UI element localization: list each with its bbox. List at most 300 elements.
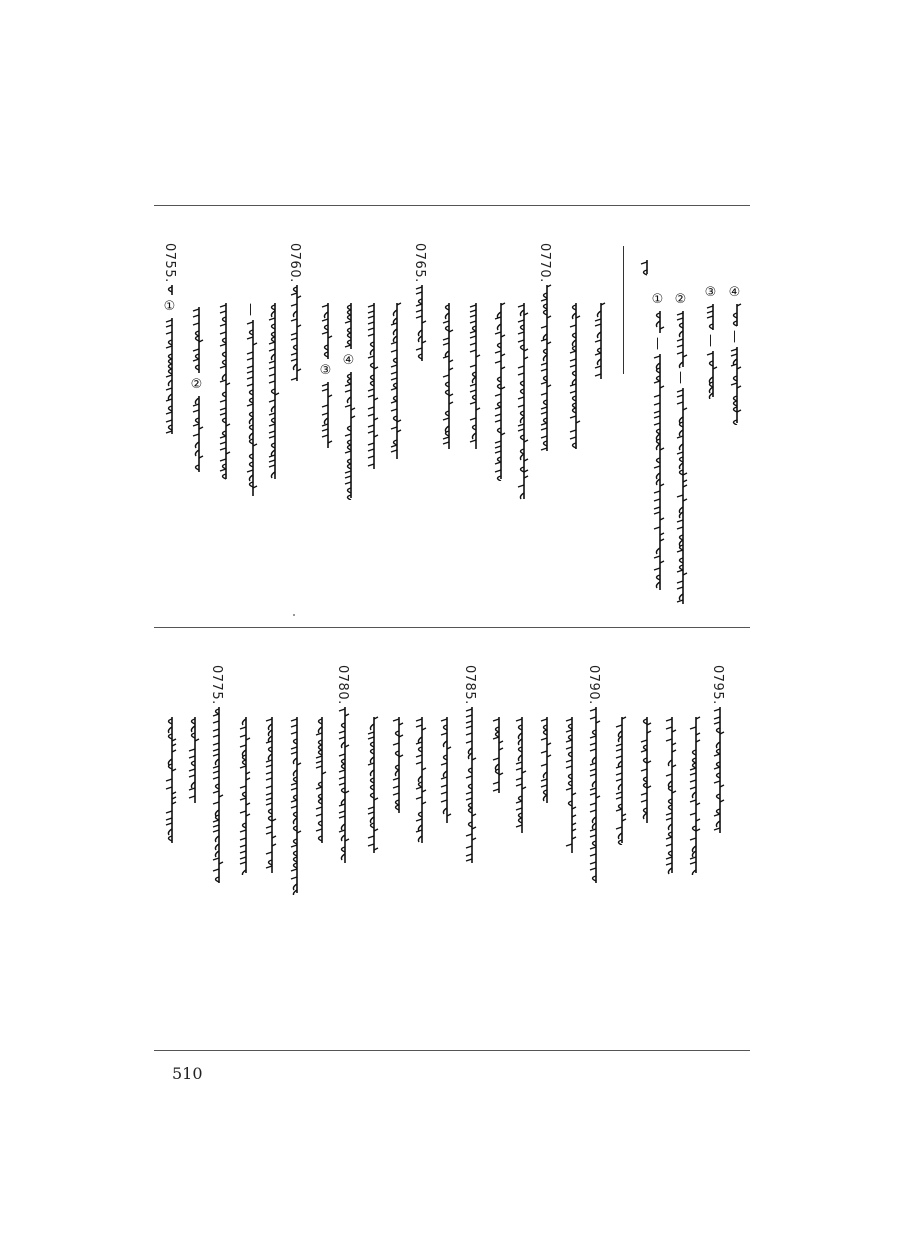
script-stroke bbox=[391, 372, 397, 374]
script-stroke bbox=[590, 854, 596, 856]
script-stroke bbox=[641, 769, 647, 771]
verse-column bbox=[491, 301, 513, 481]
script-stroke bbox=[677, 339, 683, 341]
script-stroke bbox=[441, 763, 447, 765]
script-stroke bbox=[654, 395, 660, 397]
verse-column bbox=[262, 715, 284, 875]
script-stroke bbox=[339, 804, 345, 806]
script-stroke bbox=[220, 413, 226, 415]
script-stroke bbox=[666, 844, 672, 846]
verse-column bbox=[412, 715, 434, 845]
script-stroke bbox=[443, 437, 449, 439]
script-stroke bbox=[707, 311, 713, 313]
script-stroke bbox=[391, 342, 397, 344]
script-stroke bbox=[443, 418, 449, 420]
script-glyphs bbox=[186, 715, 200, 805]
script-stroke bbox=[541, 369, 547, 371]
script-stroke bbox=[616, 744, 622, 746]
script-glyphs bbox=[592, 301, 606, 381]
script-glyphs bbox=[217, 301, 231, 481]
script-stroke bbox=[266, 832, 272, 834]
script-stroke bbox=[368, 449, 374, 451]
script-stroke bbox=[590, 847, 596, 849]
script-glyphs bbox=[538, 715, 552, 805]
script-stroke bbox=[213, 735, 219, 737]
middle-rule bbox=[154, 627, 750, 628]
mongolian-script-run bbox=[704, 302, 718, 332]
script-stroke bbox=[677, 527, 683, 529]
mongolian-script-run bbox=[613, 715, 627, 845]
script-stroke bbox=[213, 743, 219, 745]
script-glyphs bbox=[613, 715, 627, 845]
script-stroke bbox=[393, 743, 399, 745]
script-glyphs bbox=[388, 301, 402, 461]
script-stroke bbox=[368, 395, 374, 397]
mongolian-script-run bbox=[413, 715, 427, 845]
script-stroke bbox=[266, 803, 272, 805]
script-stroke bbox=[677, 313, 683, 315]
script-stroke bbox=[541, 393, 547, 395]
script-stroke bbox=[247, 337, 253, 339]
script-stroke bbox=[266, 765, 272, 767]
mongolian-script-run bbox=[563, 715, 577, 855]
circled-number: ② bbox=[189, 377, 204, 392]
verse-column bbox=[287, 243, 309, 383]
verse-column bbox=[162, 243, 184, 436]
verse-column bbox=[162, 715, 184, 845]
script-stroke bbox=[193, 309, 199, 311]
script-stroke bbox=[466, 798, 472, 800]
script-stroke bbox=[166, 346, 172, 348]
script-stroke bbox=[714, 717, 720, 719]
script-stroke bbox=[541, 339, 547, 341]
script-stroke bbox=[666, 837, 672, 839]
circled-number: ① bbox=[650, 292, 665, 307]
mongolian-script-run bbox=[390, 715, 404, 815]
script-stroke bbox=[291, 353, 297, 355]
script-stroke bbox=[470, 350, 476, 352]
script-stroke bbox=[470, 402, 476, 404]
script-stroke bbox=[266, 786, 272, 788]
line-number: 0755. bbox=[162, 243, 177, 283]
script-stroke bbox=[416, 287, 422, 289]
script-stroke bbox=[269, 460, 275, 462]
script-stroke bbox=[416, 719, 422, 721]
mongolian-script-run bbox=[163, 715, 177, 845]
script-stroke bbox=[316, 761, 322, 763]
script-stroke bbox=[590, 829, 596, 831]
script-stroke bbox=[654, 491, 660, 493]
script-stroke bbox=[590, 810, 596, 812]
script-stroke bbox=[291, 338, 297, 340]
script-stroke bbox=[291, 788, 297, 790]
script-stroke bbox=[616, 766, 622, 768]
script-glyphs bbox=[674, 386, 688, 606]
script-stroke bbox=[566, 747, 572, 749]
script-stroke bbox=[240, 851, 246, 853]
script-stroke bbox=[541, 738, 547, 740]
script-glyphs bbox=[190, 305, 204, 375]
script-stroke bbox=[654, 403, 660, 405]
script-stroke bbox=[240, 766, 246, 768]
script-stroke bbox=[193, 410, 199, 412]
script-stroke bbox=[393, 778, 399, 780]
script-stroke bbox=[166, 818, 172, 820]
script-stroke bbox=[493, 789, 499, 791]
script-stroke bbox=[339, 731, 345, 733]
verse-column bbox=[243, 301, 265, 498]
script-stroke bbox=[416, 725, 422, 727]
script-stroke bbox=[731, 383, 737, 385]
script-stroke bbox=[220, 408, 226, 410]
circled-number: ③ bbox=[318, 363, 333, 378]
script-stroke bbox=[220, 400, 226, 402]
script-glyphs bbox=[515, 301, 529, 501]
script-stroke bbox=[189, 756, 195, 758]
script-stroke bbox=[731, 354, 737, 356]
script-stroke bbox=[213, 729, 219, 731]
script-stroke bbox=[269, 374, 275, 376]
script-stroke bbox=[291, 806, 297, 808]
script-stroke bbox=[595, 340, 601, 342]
script-stroke bbox=[666, 863, 672, 865]
script-stroke bbox=[368, 431, 374, 433]
script-stroke bbox=[707, 306, 713, 308]
script-stroke bbox=[654, 527, 660, 529]
verse-column bbox=[562, 715, 584, 855]
script-stroke bbox=[213, 825, 219, 827]
script-stroke bbox=[518, 424, 524, 426]
script-stroke bbox=[466, 846, 472, 848]
script-glyphs bbox=[163, 715, 177, 845]
script-stroke bbox=[316, 787, 322, 789]
script-stroke bbox=[345, 434, 351, 436]
script-stroke bbox=[466, 726, 472, 728]
script-stroke bbox=[316, 829, 322, 831]
script-stroke bbox=[166, 412, 172, 414]
script-stroke bbox=[240, 745, 246, 747]
script-stroke bbox=[266, 741, 272, 743]
script-stroke bbox=[595, 324, 601, 326]
script-stroke bbox=[166, 375, 172, 377]
script-stroke bbox=[493, 758, 499, 760]
script-stroke bbox=[616, 725, 622, 727]
script-stroke bbox=[368, 456, 374, 458]
script-stroke bbox=[266, 866, 272, 868]
script-stroke bbox=[391, 401, 397, 403]
script-stroke bbox=[470, 315, 476, 317]
script-stroke bbox=[518, 320, 524, 322]
script-stroke bbox=[213, 820, 219, 822]
script-stroke bbox=[516, 808, 522, 810]
script-stroke bbox=[291, 800, 297, 802]
script-stroke bbox=[516, 778, 522, 780]
verse-column bbox=[412, 243, 434, 363]
script-stroke bbox=[368, 316, 374, 318]
verse-column bbox=[335, 665, 357, 865]
script-stroke bbox=[470, 440, 476, 442]
script-stroke bbox=[641, 793, 647, 795]
script-stroke bbox=[416, 292, 422, 294]
script-stroke bbox=[220, 459, 226, 461]
script-stroke bbox=[291, 869, 297, 871]
script-stroke bbox=[654, 416, 660, 418]
script-stroke bbox=[570, 351, 576, 353]
stray-dot bbox=[293, 614, 295, 616]
script-stroke bbox=[570, 325, 576, 327]
script-stroke bbox=[339, 811, 345, 813]
mongolian-script-run bbox=[163, 316, 177, 436]
verse-column bbox=[437, 715, 459, 825]
verse-column bbox=[514, 301, 536, 501]
script-stroke bbox=[339, 830, 345, 832]
script-stroke bbox=[441, 733, 447, 735]
script-stroke bbox=[690, 857, 696, 859]
script-stroke bbox=[220, 366, 226, 368]
script-stroke bbox=[666, 818, 672, 820]
mongolian-script-run bbox=[288, 715, 302, 895]
script-stroke bbox=[590, 769, 596, 771]
script-stroke bbox=[666, 813, 672, 815]
verse-column bbox=[591, 301, 613, 381]
script-glyphs bbox=[563, 715, 577, 855]
script-stroke bbox=[731, 349, 737, 351]
script-stroke bbox=[240, 727, 246, 729]
script-stroke bbox=[193, 404, 199, 406]
verse-column bbox=[566, 301, 588, 451]
script-stroke bbox=[193, 323, 199, 325]
verse-column bbox=[265, 301, 287, 481]
script-stroke bbox=[416, 755, 422, 757]
script-stroke bbox=[541, 299, 547, 301]
script-stroke bbox=[654, 568, 660, 570]
script-stroke bbox=[590, 743, 596, 745]
mongolian-script-run bbox=[538, 715, 552, 805]
script-stroke bbox=[247, 377, 253, 379]
script-glyphs bbox=[263, 715, 277, 875]
script-stroke bbox=[677, 587, 683, 589]
script-stroke bbox=[240, 838, 246, 840]
script-stroke bbox=[707, 353, 713, 355]
script-stroke bbox=[416, 787, 422, 789]
mongolian-script-run bbox=[674, 386, 688, 606]
mongolian-script-run bbox=[674, 309, 688, 369]
script-stroke bbox=[266, 760, 272, 762]
script-stroke bbox=[368, 311, 374, 313]
script-stroke bbox=[220, 324, 226, 326]
script-stroke bbox=[322, 384, 328, 386]
script-stroke bbox=[266, 852, 272, 854]
script-stroke bbox=[466, 709, 472, 711]
mongolian-script-run bbox=[319, 301, 333, 361]
script-stroke bbox=[590, 709, 596, 711]
script-stroke bbox=[339, 754, 345, 756]
script-stroke bbox=[466, 776, 472, 778]
script-stroke bbox=[690, 780, 696, 782]
script-stroke bbox=[441, 777, 447, 779]
script-stroke bbox=[220, 305, 226, 307]
script-stroke bbox=[570, 391, 576, 393]
script-stroke bbox=[677, 550, 683, 552]
mongolian-script-run bbox=[638, 715, 652, 825]
verse-column bbox=[364, 715, 386, 855]
script-stroke bbox=[240, 857, 246, 859]
script-stroke bbox=[240, 811, 246, 813]
script-stroke bbox=[368, 356, 374, 358]
script-glyphs bbox=[413, 715, 427, 845]
mongolian-script-run bbox=[440, 301, 454, 451]
script-glyphs bbox=[288, 283, 302, 383]
dash-mark: — bbox=[243, 303, 258, 316]
script-stroke bbox=[220, 448, 226, 450]
script-stroke bbox=[616, 779, 622, 781]
script-stroke bbox=[495, 441, 501, 443]
script-stroke bbox=[269, 400, 275, 402]
script-stroke bbox=[166, 420, 172, 422]
script-glyphs bbox=[663, 715, 677, 875]
script-stroke bbox=[368, 763, 374, 765]
script-stroke bbox=[690, 862, 696, 864]
script-glyphs bbox=[319, 301, 333, 361]
script-stroke bbox=[570, 384, 576, 386]
script-stroke bbox=[240, 830, 246, 832]
mongolian-script-run bbox=[313, 715, 327, 845]
script-stroke bbox=[269, 318, 275, 320]
script-stroke bbox=[595, 353, 601, 355]
script-glyphs bbox=[413, 283, 427, 363]
script-stroke bbox=[291, 732, 297, 734]
verse-column bbox=[189, 305, 211, 474]
mongolian-script-run bbox=[210, 705, 224, 885]
script-stroke bbox=[291, 877, 297, 879]
script-stroke bbox=[247, 366, 253, 368]
script-stroke bbox=[495, 407, 501, 409]
script-stroke bbox=[322, 389, 328, 391]
script-stroke bbox=[566, 760, 572, 762]
script-stroke bbox=[240, 786, 246, 788]
script-stroke bbox=[714, 781, 720, 783]
script-stroke bbox=[570, 430, 576, 432]
script-stroke bbox=[466, 721, 472, 723]
script-stroke bbox=[690, 800, 696, 802]
script-stroke bbox=[566, 719, 572, 721]
script-stroke bbox=[416, 304, 422, 306]
script-stroke bbox=[291, 845, 297, 847]
script-glyphs bbox=[538, 283, 552, 453]
script-stroke bbox=[595, 366, 601, 368]
script-stroke bbox=[690, 787, 696, 789]
script-stroke bbox=[677, 600, 683, 602]
script-stroke bbox=[641, 750, 647, 752]
script-stroke bbox=[166, 399, 172, 401]
script-stroke bbox=[339, 770, 345, 772]
dash-mark: — bbox=[703, 334, 718, 347]
script-glyphs bbox=[390, 715, 404, 815]
script-stroke bbox=[269, 455, 275, 457]
script-stroke bbox=[291, 333, 297, 335]
script-stroke bbox=[690, 838, 696, 840]
script-stroke bbox=[213, 777, 219, 779]
verse-column bbox=[341, 301, 363, 500]
script-stroke bbox=[443, 343, 449, 345]
mongolian-script-run bbox=[288, 283, 302, 383]
script-glyphs bbox=[288, 715, 302, 895]
script-stroke bbox=[616, 827, 622, 829]
script-stroke bbox=[677, 345, 683, 347]
script-stroke bbox=[368, 807, 374, 809]
script-stroke bbox=[213, 721, 219, 723]
script-stroke bbox=[516, 719, 522, 721]
script-stroke bbox=[495, 361, 501, 363]
mongolian-script-run bbox=[513, 715, 527, 835]
script-stroke bbox=[516, 762, 522, 764]
script-stroke bbox=[247, 404, 253, 406]
mongolian-script-run bbox=[663, 715, 677, 875]
script-stroke bbox=[220, 332, 226, 334]
script-glyphs bbox=[313, 715, 327, 845]
script-stroke bbox=[666, 727, 672, 729]
script-stroke bbox=[495, 470, 501, 472]
script-stroke bbox=[213, 830, 219, 832]
script-stroke bbox=[368, 737, 374, 739]
script-stroke bbox=[193, 349, 199, 351]
mongolian-script-run bbox=[728, 345, 742, 425]
script-stroke bbox=[714, 814, 720, 816]
script-stroke bbox=[266, 778, 272, 780]
script-stroke bbox=[570, 416, 576, 418]
script-stroke bbox=[654, 466, 660, 468]
circled-number: ① bbox=[162, 298, 177, 314]
script-stroke bbox=[322, 319, 328, 321]
script-stroke bbox=[291, 378, 297, 380]
script-stroke bbox=[516, 784, 522, 786]
script-stroke bbox=[166, 823, 172, 825]
script-stroke bbox=[541, 448, 547, 450]
script-glyphs bbox=[163, 316, 177, 436]
script-glyphs bbox=[342, 370, 356, 500]
script-stroke bbox=[247, 352, 253, 354]
script-stroke bbox=[518, 485, 524, 487]
script-glyphs bbox=[704, 302, 718, 332]
script-stroke bbox=[641, 262, 647, 264]
script-stroke bbox=[493, 782, 499, 784]
script-stroke bbox=[391, 365, 397, 367]
script-stroke bbox=[368, 443, 374, 445]
script-glyphs bbox=[163, 283, 177, 297]
script-stroke bbox=[266, 793, 272, 795]
mongolian-script-run bbox=[711, 705, 725, 835]
verse-column bbox=[686, 715, 708, 875]
mongolian-script-run bbox=[490, 715, 504, 795]
script-stroke bbox=[269, 367, 275, 369]
script-stroke bbox=[518, 373, 524, 375]
script-stroke bbox=[213, 791, 219, 793]
script-stroke bbox=[443, 321, 449, 323]
script-stroke bbox=[416, 797, 422, 799]
script-glyphs bbox=[638, 258, 652, 276]
circled-number: ③ bbox=[703, 285, 718, 300]
script-stroke bbox=[677, 436, 683, 438]
script-stroke bbox=[516, 768, 522, 770]
mongolian-script-run bbox=[388, 301, 402, 461]
script-stroke bbox=[189, 749, 195, 751]
script-stroke bbox=[541, 785, 547, 787]
script-glyphs bbox=[266, 301, 280, 481]
script-glyphs bbox=[190, 394, 204, 474]
script-stroke bbox=[566, 766, 572, 768]
script-stroke bbox=[590, 736, 596, 738]
footnote bbox=[673, 290, 695, 606]
